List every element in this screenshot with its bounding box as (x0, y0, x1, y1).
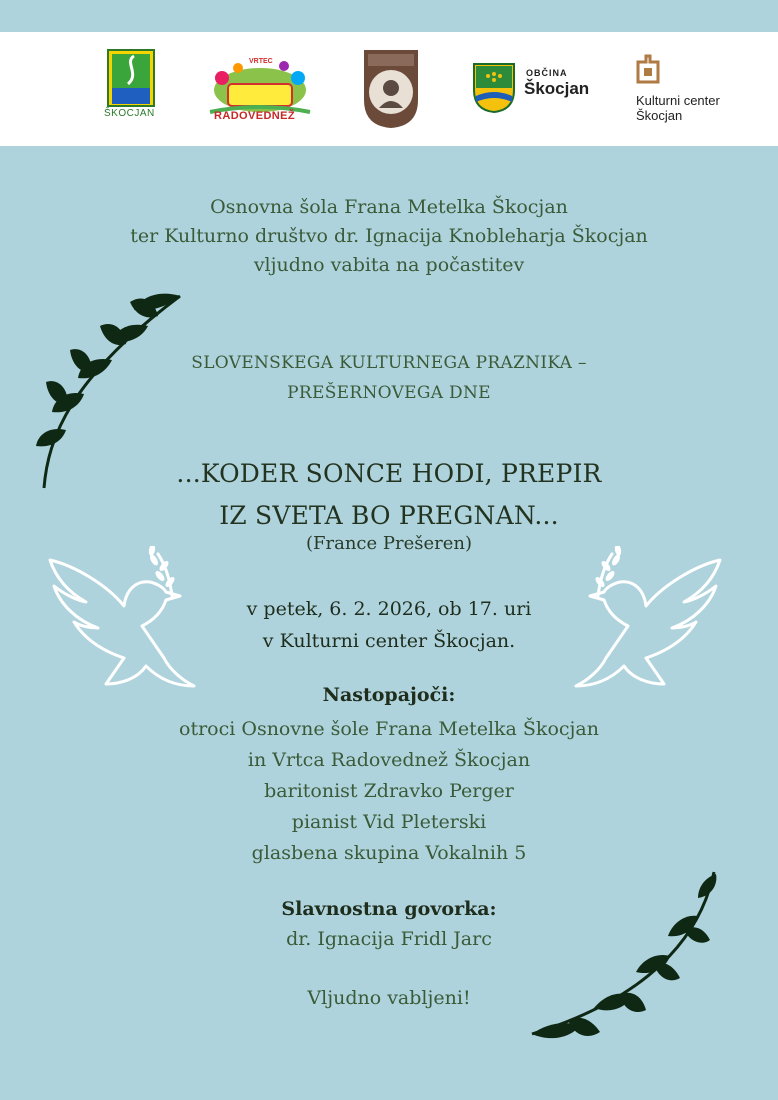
quote (0, 453, 778, 537)
event-date: v petek, 6. 2. 2026, ob 17. uri (246, 598, 532, 620)
municipality-coat-of-arms-icon (472, 62, 516, 114)
list-item: glasbena skupina Vokalnih 5 (251, 842, 527, 864)
quote-line: IZ SVETA BO PREGNAN... (219, 501, 559, 530)
quote-line: ...KODER SONCE HODI, PREPIR (176, 459, 602, 488)
cultural-society-seal-icon (362, 48, 420, 130)
intro-line: vljudno vabita na počastitev (253, 254, 525, 276)
list-item: in Vrtca Radovednež Škocjan (247, 749, 531, 771)
performers-heading: Nastopajoči: (322, 684, 456, 706)
event-details (0, 593, 778, 657)
school-crest-icon (106, 48, 156, 130)
olive-branch-icon (528, 868, 720, 1048)
school-logo-text: ŠKOCJAN (104, 108, 155, 119)
cultural-center-logo-icon (636, 54, 660, 84)
municipality-name: Škocjan (524, 79, 590, 98)
occasion-title (0, 348, 778, 408)
list-item: pianist Vid Pleterski (291, 811, 487, 833)
intro-line: Osnovna šola Frana Metelka Škocjan (210, 196, 568, 218)
event-place: v Kulturni center Škocjan. (262, 630, 516, 652)
list-item: otroci Osnovne šole Frana Metelka Škocjan (179, 718, 599, 740)
occasion-line: SLOVENSKEGA KULTURNEGA PRAZNIKA – (191, 353, 587, 373)
speaker-heading: Slavnostna govorka: (281, 898, 497, 920)
kindergarten-logo-text: RADOVEDNEŽ (214, 110, 296, 122)
list-item: baritonist Zdravko Perger (264, 780, 514, 802)
logo-bar (0, 32, 778, 146)
cultural-center-name-line2: Škocjan (636, 108, 683, 123)
kindergarten-logo-top-text: VRTEC (249, 58, 273, 65)
occasion-line: PREŠERNOVEGA DNE (287, 383, 491, 403)
kindergarten-logo-icon (208, 54, 312, 122)
closing-text: Vljudno vabljeni! (307, 987, 471, 1009)
performers-list (0, 714, 778, 869)
cultural-center-name-line1: Kulturni center (636, 93, 720, 108)
quote-author: (France Prešeren) (305, 533, 473, 554)
intro-text (0, 193, 778, 280)
speaker-name: dr. Ignacija Fridl Jarc (286, 928, 492, 950)
intro-line: ter Kulturno društvo dr. Ignacija Knobleharja Škocjan (130, 225, 648, 247)
municipality-label: OBČINA (526, 68, 568, 78)
